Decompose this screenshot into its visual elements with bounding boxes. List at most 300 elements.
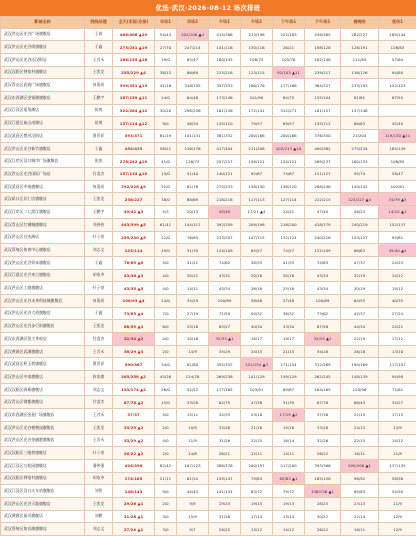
column-header[interactable]: 影城名称 — [1, 17, 85, 29]
slot-cell: 149/129 — [273, 371, 305, 384]
slot-cell: 282/227 — [341, 28, 379, 41]
slot-cell: 37/36 — [305, 409, 341, 422]
manager-cell: 于鑫 — [85, 307, 113, 320]
slot-cell: 33/28 — [209, 421, 241, 434]
slot-cell: 58/58 — [379, 472, 416, 485]
slot-cell: 167/123 — [177, 459, 209, 472]
slot-cell: 275/234 — [341, 142, 379, 155]
slot-cell: 12/11 — [241, 447, 273, 460]
table-row[interactable] — [1, 168, 416, 181]
slot-cell: 22/14 — [341, 510, 379, 523]
slot-cell: 74/57 — [273, 244, 305, 257]
page-title: 优选·武汉·2026-08-12 场次排班 — [0, 0, 416, 16]
slot-cell: 100/89 — [305, 294, 341, 307]
slot-cell: 21/15 — [273, 345, 305, 358]
manager-cell: 刘志文 — [85, 244, 113, 257]
table-row[interactable] — [1, 472, 416, 485]
manager-cell: 何嘉成 — [85, 294, 113, 307]
table-row[interactable] — [1, 269, 416, 282]
slot-cell: 101/90 — [241, 91, 273, 104]
slot-cell: 65/57 — [241, 244, 273, 257]
slot-cell: 240/218 — [305, 231, 341, 244]
slot-cell: 61/52 — [177, 472, 209, 485]
table-row[interactable] — [1, 193, 416, 206]
cinema-name-cell: 武汉洪山区光谷大道旗舰店 — [1, 307, 85, 320]
cinema-name-cell: 武汉东西湖区金星广场旗舰店 — [1, 409, 85, 422]
slot-cell: 165/158 — [305, 472, 341, 485]
cinema-name-cell: 武汉江汉区菱角湖店 — [1, 104, 85, 117]
daily-total-cell: 137/114 ▲12 — [113, 117, 155, 130]
table-row[interactable] — [1, 130, 416, 143]
slot-cell: 38/32 — [273, 307, 305, 320]
slot-cell: 262/245 — [305, 371, 341, 384]
slot-cell: 24/15 — [341, 421, 379, 434]
slot-cell: 4/0 — [155, 409, 177, 422]
slot-cell: 100/89 — [209, 294, 241, 307]
cinema-name-cell: 武汉洪山区光谷国际广场店 — [1, 168, 85, 181]
slot-cell: 34/27 — [379, 396, 416, 409]
manager-cell: 付睿杰 — [85, 333, 113, 346]
slot-cell: 111/85 — [341, 53, 379, 66]
table-row[interactable] — [1, 358, 416, 371]
manager-cell: 王君禾 — [85, 409, 113, 422]
slot-cell: 69/57 — [273, 117, 305, 130]
slot-cell: 381/352 — [209, 130, 241, 143]
table-row[interactable] — [1, 396, 416, 409]
slot-cell: 33/28 — [305, 421, 341, 434]
slot-cell: 44/43 — [177, 485, 209, 498]
slot-cell: 10/18 — [177, 333, 209, 346]
slot-cell: 355/352 — [209, 358, 241, 371]
slot-cell: 153/127 — [341, 231, 379, 244]
slot-cell: 11/9 — [379, 497, 416, 510]
slot-cell: 3/0 — [155, 510, 177, 523]
table-row[interactable] — [1, 333, 416, 346]
slot-cell: 45/40 — [379, 117, 416, 130]
slot-cell: 86/69 — [177, 66, 209, 79]
slot-cell: 171/154 — [273, 358, 305, 371]
slot-cell: 216/176 — [177, 142, 209, 155]
daily-total-cell: 157/134 ▲10 — [113, 168, 155, 181]
slot-cell: 200/197 — [241, 459, 273, 472]
slot-cell: 23/18 — [241, 409, 273, 422]
slot-cell: 388/378 — [209, 459, 241, 472]
table-row[interactable] — [1, 104, 416, 117]
slot-cell: 2/0 — [155, 421, 177, 434]
slot-cell: 92/103 ▲11 — [273, 66, 305, 79]
slot-cell: 82/42 — [155, 459, 177, 472]
slot-cell: 43/34 — [305, 269, 341, 282]
slot-cell: 58/47 — [379, 168, 416, 181]
slot-cell: 58/21 — [155, 142, 177, 155]
cinema-name-cell: 武汉黄陂区前川旗舰店 — [1, 510, 85, 523]
table-row[interactable] — [1, 371, 416, 384]
table-row[interactable] — [1, 41, 416, 54]
slot-cell: 86/69 — [177, 193, 209, 206]
daily-total-cell: 399/351 ▲13 — [113, 79, 155, 92]
daily-total-cell: 43/36 ▲3 — [113, 269, 155, 282]
manager-cell: 刘善伟 — [85, 218, 113, 231]
table-row[interactable] — [1, 142, 416, 155]
slot-cell: 44/34 — [341, 320, 379, 333]
slot-cell: 18/11 — [341, 523, 379, 536]
slot-cell: 24/15 — [241, 345, 273, 358]
slot-cell: 32/33 ▲1 — [209, 333, 241, 346]
cinema-name-cell: 武汉汉阳区三眼桥旗舰店 — [1, 447, 85, 460]
manager-cell: 刘志文 — [85, 523, 113, 536]
slot-cell: 15/11 — [177, 409, 209, 422]
manager-cell: 王君禾 — [85, 345, 113, 358]
slot-cell: 35/29 — [209, 345, 241, 358]
slot-cell: 216/200 — [273, 218, 305, 231]
daily-total-cell: 43/35 ▲5 — [113, 282, 155, 295]
slot-cell: 20/13 — [177, 206, 209, 219]
daily-total-cell: 454/425 — [113, 142, 155, 155]
slot-cell: 2/0 — [155, 345, 177, 358]
slot-cell: 25/18 — [177, 320, 209, 333]
daily-total-cell: 68/59 ▲4 — [113, 320, 155, 333]
slot-cell: 106/85 — [379, 155, 416, 168]
manager-cell: 张凯 — [85, 155, 113, 168]
slot-cell: 161/136 — [209, 104, 241, 117]
slot-cell: 14/8 — [177, 447, 209, 460]
daily-total-cell: 31/28 ▲1 — [113, 510, 155, 523]
slot-cell: 185/149 — [379, 142, 416, 155]
table-row[interactable] — [1, 409, 416, 422]
daily-total-cell: 292/226 ▲9 — [113, 180, 155, 193]
table-row[interactable] — [1, 307, 416, 320]
slot-cell: 239/217 — [305, 66, 341, 79]
cinema-name-cell: 武汉汉阳区钟家村旗舰店 — [1, 66, 85, 79]
slot-cell: 200/186 — [241, 130, 273, 143]
table-row[interactable] — [1, 320, 416, 333]
slot-cell: 160/133 — [341, 155, 379, 168]
slot-cell: 22/0 — [155, 231, 177, 244]
daily-total-cell: 174/165 — [113, 472, 155, 485]
column-header[interactable]: 早场2 — [177, 17, 209, 29]
slot-cell: 81/80 — [177, 358, 209, 371]
slot-cell: 126/83 — [379, 41, 416, 54]
table-row[interactable] — [1, 28, 416, 41]
table-header-row — [1, 17, 416, 29]
slot-cell: 384/327 — [305, 79, 341, 92]
slot-cell: 57/64 — [379, 53, 416, 66]
manager-cell: 胡家齐 — [85, 269, 113, 282]
slot-cell: 24/21 — [379, 320, 416, 333]
daily-total-cell: 32/34 ▲2 — [113, 333, 155, 346]
slot-cell: 79/83 — [241, 472, 273, 485]
slot-cell: 23/13 — [341, 497, 379, 510]
manager-cell: 何嘉成 — [85, 79, 113, 92]
slot-cell: 141/129 — [241, 371, 273, 384]
daily-total-cell: 426/398 — [113, 459, 155, 472]
manager-cell: 叶子豪 — [85, 282, 113, 295]
slot-cell: 225/218 — [209, 66, 241, 79]
slot-cell: 21/204 — [341, 130, 379, 143]
slot-cell: 26/18 — [241, 282, 273, 295]
slot-cell: 217/200 — [273, 459, 305, 472]
slot-cell: 222/183 — [273, 28, 305, 41]
slot-cell: 198/128 — [305, 41, 341, 54]
slot-cell: 24/21 — [273, 206, 305, 219]
slot-cell: 203/213 ▲10 — [273, 142, 305, 155]
slot-cell: 151/127 — [305, 168, 341, 181]
slot-cell: 16/11 — [341, 447, 379, 460]
slot-cell: 32/0 — [155, 180, 177, 193]
slot-cell: 26/23 — [341, 206, 379, 219]
table-row[interactable] — [1, 244, 416, 257]
slot-cell: 182/148 — [305, 53, 341, 66]
table-body — [1, 28, 416, 536]
slot-cell: 172/141 — [241, 104, 273, 117]
daily-total-cell: 37/37 — [113, 409, 155, 422]
slot-cell: 209/198 — [241, 218, 273, 231]
slot-cell: 132/124 — [273, 231, 305, 244]
table-row[interactable] — [1, 345, 416, 358]
slot-cell: 13/0 — [155, 168, 177, 181]
slot-cell: 102/106 ▲4 — [177, 28, 209, 41]
slot-cell: 32/33 ▲1 — [305, 333, 341, 346]
slot-cell: 376/350 — [305, 130, 341, 143]
table-row[interactable] — [1, 218, 416, 231]
slot-cell: 74/63 — [305, 256, 341, 269]
table-row[interactable] — [1, 459, 416, 472]
slot-cell: 24/12 — [379, 269, 416, 282]
daily-total-cell: 33/29 ▲2 — [113, 434, 155, 447]
slot-cell: 417/404 — [209, 142, 241, 155]
table-row[interactable] — [1, 510, 416, 523]
manager-cell: 侯爽 — [85, 117, 113, 130]
slot-cell: 393/368 — [305, 459, 341, 472]
slot-cell: 181/157 — [305, 104, 341, 117]
slot-cell: 19/12 — [379, 282, 416, 295]
slot-cell: 45/26 — [155, 371, 177, 384]
slot-cell: 38/12 — [155, 66, 177, 79]
slot-cell: 40/30 — [241, 320, 273, 333]
column-header[interactable]: 夜场1 — [379, 17, 416, 29]
slot-cell: 233/193 — [341, 79, 379, 92]
slot-cell: 14/0 — [155, 294, 177, 307]
slot-cell: 79/57 — [241, 117, 273, 130]
daily-total-cell: 26/22 ▲2 — [113, 447, 155, 460]
manager-cell: 王凯龙 — [85, 193, 113, 206]
slot-cell: 66/43 — [341, 396, 379, 409]
slot-cell: 13/10 — [379, 345, 416, 358]
manager-cell: 王凯龙 — [85, 497, 113, 510]
slot-cell: 14/0 — [155, 91, 177, 104]
slot-cell: 117/107 — [379, 358, 416, 371]
slot-cell: 94/90 — [379, 371, 416, 384]
slot-cell: 140/121 — [209, 168, 241, 181]
table-row[interactable] — [1, 497, 416, 510]
cinema-name-cell: 武汉蔡甸区知音湖旗舰店 — [1, 523, 85, 536]
slot-cell: 173/146 — [209, 91, 241, 104]
manager-cell: 王凯龙 — [85, 421, 113, 434]
slot-cell: 31/26 — [209, 434, 241, 447]
cinema-name-cell: 武汉洪山区光谷新竹旗舰店 — [1, 142, 85, 155]
slot-cell: 17/15 — [379, 409, 416, 422]
table-row[interactable] — [1, 91, 416, 104]
slot-cell: 27/19 — [177, 307, 209, 320]
slot-cell: 9/9 — [177, 497, 209, 510]
slot-cell: 418/379 — [305, 218, 341, 231]
slot-cell: 38/33 — [241, 256, 273, 269]
slot-cell: 5/3 — [155, 206, 177, 219]
slot-cell: 134/121 — [273, 155, 305, 168]
cinema-name-cell: 武汉青山区钢都旗舰店 — [1, 396, 85, 409]
table-row[interactable] — [1, 117, 416, 130]
slot-cell: 95/81 — [379, 231, 416, 244]
slot-cell: 19/0 — [155, 244, 177, 257]
cinema-name-cell: 武汉武昌区中南旗舰店 — [1, 180, 85, 193]
slot-cell: 141/116 — [209, 41, 241, 54]
cinema-name-cell: 武汉江汉区万松园旗舰店 — [1, 459, 85, 472]
slot-cell: 41/18 — [155, 79, 177, 92]
manager-cell: 王凯龙 — [85, 320, 113, 333]
column-header[interactable]: 午场2 — [241, 17, 273, 29]
manager-cell: 于鑫 — [85, 142, 113, 155]
daily-total-cell: 49/42 ▲3 — [113, 206, 155, 219]
slot-cell: 61/19 — [155, 130, 177, 143]
slot-cell: 180/145 — [209, 53, 241, 66]
cinema-name-cell: 武汉汉阳区四新旗舰店 — [1, 383, 85, 396]
table-row[interactable] — [1, 485, 416, 498]
manager-cell: 潘伟强 — [85, 459, 113, 472]
slot-cell: 158/121 — [241, 155, 273, 168]
cinema-name-cell: 武汉洪山区光谷步行街旗舰店 — [1, 320, 85, 333]
slot-cell: 15/9 — [177, 510, 209, 523]
slot-cell: 148/139 — [341, 371, 379, 384]
table-row[interactable] — [1, 383, 416, 396]
cinema-name-cell: 武汉青山区红钢城旗舰店 — [1, 218, 85, 231]
slot-cell: 51/35 — [177, 244, 209, 257]
manager-cell: 王君禾 — [85, 53, 113, 66]
slot-cell: 127/114 — [273, 193, 305, 206]
slot-cell: 157/148 — [341, 104, 379, 117]
daily-total-cell: 29/26 ▲1 — [113, 497, 155, 510]
slot-cell: 135/110 — [209, 117, 241, 130]
slot-cell: 35/40 ▲5 — [379, 244, 416, 257]
column-header[interactable]: 院线经理 — [85, 17, 113, 29]
manager-cell: 叶子豪 — [85, 231, 113, 244]
slot-cell: 275/233 — [209, 180, 241, 193]
daily-total-cell: 125/114 — [113, 244, 155, 257]
column-header[interactable]: 下午场1 — [273, 17, 305, 29]
slot-cell: 30/27 — [305, 510, 341, 523]
manager-cell: 于鑫 — [85, 256, 113, 269]
slot-cell: 4/0 — [155, 333, 177, 346]
daily-total-cell: 443/399 ▲5 — [113, 218, 155, 231]
table-row[interactable] — [1, 434, 416, 447]
slot-cell: 177/166 — [273, 79, 305, 92]
slot-cell: 16/14 — [273, 434, 305, 447]
daily-total-cell: 87/78 ▲2 — [113, 396, 155, 409]
table-row[interactable] — [1, 66, 416, 79]
slot-cell: 42/37 — [341, 307, 379, 320]
manager-cell: 陈家旗 — [85, 371, 113, 384]
slot-cell: 14/12 — [273, 523, 305, 536]
slot-cell: 205/206 ▲1 — [341, 459, 379, 472]
table-row[interactable] — [1, 256, 416, 269]
slot-cell: 26/22 — [305, 523, 341, 536]
column-header[interactable]: 午场1 — [209, 17, 241, 29]
table-row[interactable] — [1, 53, 416, 66]
slot-cell: 190/169 — [341, 358, 379, 371]
slot-cell: 312/271 — [273, 104, 305, 117]
slot-cell: 247/214 — [177, 41, 209, 54]
table-row[interactable] — [1, 231, 416, 244]
slot-cell: 189/144 — [379, 28, 416, 41]
slot-cell: 19/15 — [241, 497, 273, 510]
table-row[interactable] — [1, 79, 416, 92]
slot-cell: 89/83 — [341, 485, 379, 498]
daily-total-cell: 100/93 ▲4 — [113, 294, 155, 307]
slot-cell: 30/18 — [273, 269, 305, 282]
manager-cell: 刘鹏 — [85, 510, 113, 523]
slot-cell: 79/72 — [273, 485, 305, 498]
manager-cell: 王凯龙 — [85, 66, 113, 79]
slot-cell: 135/112 — [305, 117, 341, 130]
slot-cell: 11/8 — [379, 447, 416, 460]
daily-total-cell: 33/29 ▲2 — [113, 421, 155, 434]
slot-cell: 51/40 — [177, 168, 209, 181]
slot-cell: 312/289 — [305, 358, 341, 371]
slot-cell: 74/67 — [273, 168, 305, 181]
slot-cell: 27/24 — [379, 307, 416, 320]
slot-cell: 30/21 — [177, 269, 209, 282]
cinema-name-cell: 武汉青山区武商广场旗舰店 — [1, 79, 85, 92]
column-header[interactable]: 早场1 — [155, 17, 177, 29]
slot-cell: 22/15 — [241, 434, 273, 447]
slot-cell: 116/73 — [177, 155, 209, 168]
slot-cell: 22/15 — [341, 434, 379, 447]
cinema-name-cell: 武汉黄陂区武湖旗舰店 — [1, 345, 85, 358]
cinema-name-cell: 武汉洪山区中南旗舰店 — [1, 371, 85, 384]
column-header[interactable]: 傍晚场 — [341, 17, 379, 29]
slot-cell: 17/12 — [379, 333, 416, 346]
table-row[interactable] — [1, 523, 416, 536]
table-row[interactable] — [1, 180, 416, 193]
table-row[interactable] — [1, 447, 416, 460]
daily-total-cell: 76/65 ▲6 — [113, 256, 155, 269]
column-header[interactable]: 全天(实际/应排) — [113, 17, 155, 29]
slot-cell: 4/0 — [155, 282, 177, 295]
slot-cell: 4/0 — [155, 269, 177, 282]
column-header[interactable]: 下午场2 — [305, 17, 341, 29]
table-row[interactable] — [1, 421, 416, 434]
slot-cell: 76/65 — [177, 231, 209, 244]
slot-cell: 95/74 — [341, 168, 379, 181]
manager-cell: 付睿杰 — [85, 168, 113, 181]
slot-cell: 177/165 — [209, 383, 241, 396]
manager-cell: 付睿杰 — [85, 396, 113, 409]
slot-cell: 10/9 — [177, 421, 209, 434]
slot-cell: 15/0 — [155, 396, 177, 409]
slot-cell: 122/109 — [305, 244, 341, 257]
slot-cell: 19/17 — [273, 333, 305, 346]
slot-cell: 130/116 — [241, 41, 273, 54]
table-row[interactable] — [1, 294, 416, 307]
daily-total-cell: 36/29 ▲3 — [113, 345, 155, 358]
cinema-name-cell: 武汉江岸区二七滨江旗舰店 — [1, 206, 85, 219]
slot-cell: 84/75 — [273, 91, 305, 104]
slot-cell: 30/20 — [155, 104, 177, 117]
table-row[interactable] — [1, 155, 416, 168]
slot-cell: 9/7 — [177, 523, 209, 536]
table-row[interactable] — [1, 206, 416, 219]
slot-cell: 3/0 — [155, 523, 177, 536]
table-row[interactable] — [1, 282, 416, 295]
